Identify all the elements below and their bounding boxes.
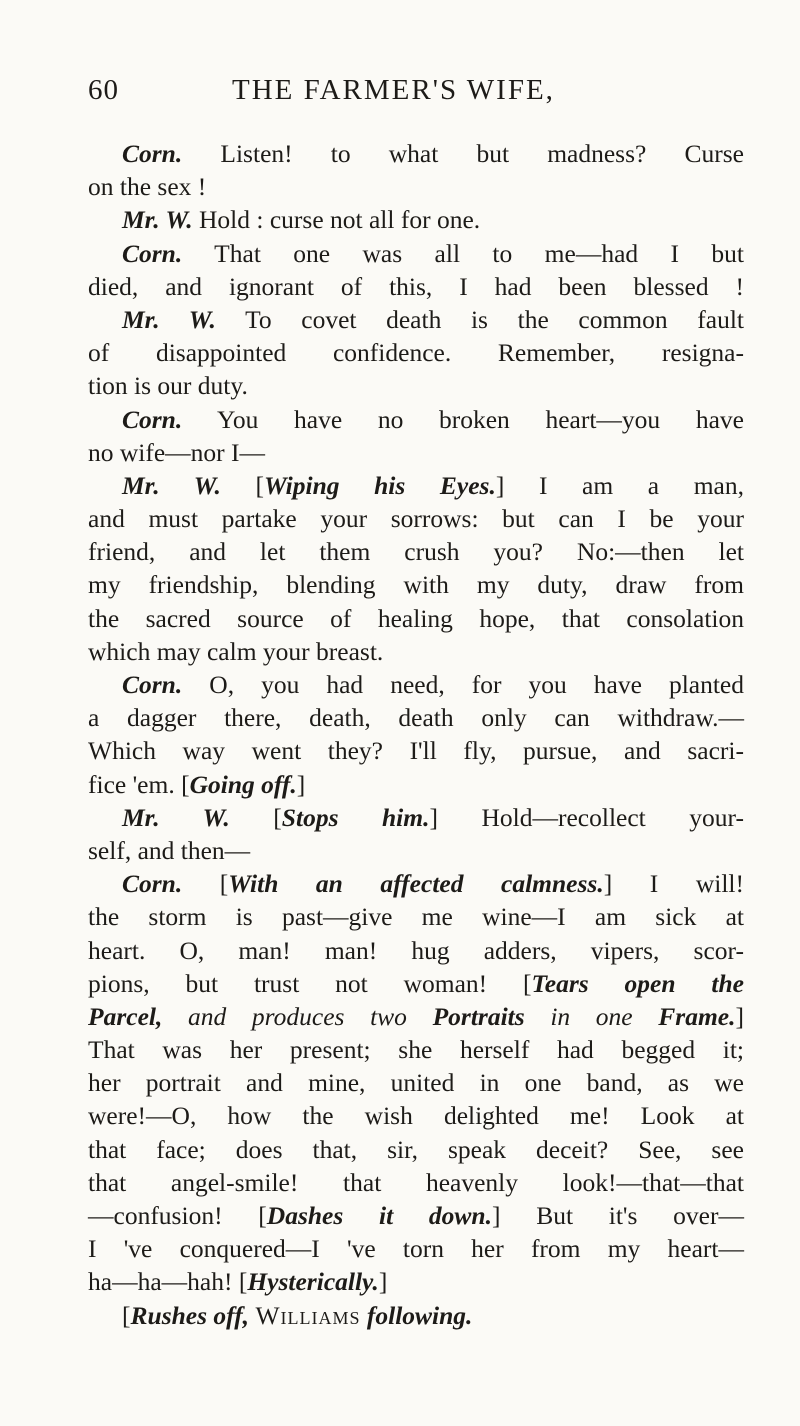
- line-text: died, and ignorant of this, I had been blessed !: [88, 271, 744, 301]
- text-line: [88, 734, 744, 767]
- speaker-name: Mr. W.: [122, 470, 221, 500]
- text-line: [88, 1299, 744, 1332]
- stage-direction: Dashes it down.: [266, 1201, 492, 1230]
- line-text: the sacred source of healing hope, that consolation: [88, 603, 744, 633]
- text-line: [88, 701, 744, 734]
- line-text: on the sex !: [88, 172, 207, 202]
- text-line: [88, 834, 744, 867]
- line-text: her portrait and mine, united in one band, as we: [88, 1068, 744, 1098]
- text-line: [88, 270, 744, 303]
- text-line: [88, 436, 744, 469]
- line-text: You have no broken heart—you have: [182, 404, 744, 434]
- text-line: [88, 568, 744, 601]
- text-line: [88, 934, 744, 967]
- line-text: pions, but trust not woman! [: [88, 968, 532, 998]
- text-line: [88, 668, 744, 701]
- line-text: [: [220, 470, 264, 500]
- stage-direction: Rushes off,: [130, 1300, 250, 1330]
- line-text: Listen! to what but madness? Curse: [182, 139, 744, 168]
- line-text: tion is our duty.: [88, 371, 248, 401]
- running-title: THE FARMER'S WIFE,: [232, 74, 555, 106]
- character-name: Williams: [255, 1300, 361, 1330]
- line-text: a dagger there, death, death only can withdraw.—: [88, 703, 744, 733]
- text-line: [88, 203, 744, 236]
- line-text: fice 'em. [: [88, 769, 190, 799]
- text-line: [88, 602, 744, 635]
- line-text: ] Hold—recollect your-: [429, 802, 744, 832]
- line-text: and must partake your sorrows: but can I be your: [88, 504, 744, 534]
- text-line: [88, 403, 744, 436]
- line-text: ] I am a man,: [495, 470, 744, 500]
- speaker-name: Mr. W.: [122, 304, 216, 334]
- speaker-name: Mr. W.: [122, 205, 193, 235]
- text-line: [88, 1133, 744, 1166]
- line-text: that angel-smile! that heavenly look!—that—that: [88, 1167, 744, 1197]
- speaker-name: Corn.: [122, 869, 183, 899]
- text-line: [88, 635, 744, 668]
- text-line: [88, 867, 744, 900]
- stage-direction: in one: [524, 1001, 659, 1031]
- line-text: ]: [735, 1001, 744, 1031]
- text-line: [88, 137, 744, 170]
- line-text: ]: [296, 769, 306, 799]
- line-text: ] I will!: [603, 869, 744, 899]
- text-line: [88, 1099, 744, 1132]
- text-line: [88, 369, 744, 402]
- line-text: I 've conquered—I 've torn her from my heart—: [88, 1234, 744, 1264]
- line-text: Hold : curse not all for one.: [192, 205, 481, 235]
- stage-direction: Portraits: [432, 1001, 525, 1031]
- line-text: O, you had need, for you have planted: [182, 670, 744, 699]
- speaker-name: Mr. W.: [122, 802, 230, 832]
- line-text: the storm is past—give me wine—I am sick at: [88, 902, 744, 932]
- text-line: [88, 1199, 744, 1232]
- line-text: ha—ha—hah! [: [88, 1267, 248, 1297]
- line-text: which may calm your breast.: [88, 636, 384, 666]
- text-line: [88, 1033, 744, 1066]
- running-head: [88, 74, 738, 114]
- text-line: [88, 170, 744, 203]
- stage-direction: Stops him.: [281, 802, 430, 832]
- text-line: [88, 1265, 744, 1298]
- text-line: [88, 469, 744, 502]
- line-text: that face; does that, sir, speak deceit? See, see: [88, 1134, 744, 1164]
- stage-direction: With an affected calmness.: [228, 869, 604, 899]
- line-text: heart. O, man! man! hug adders, vipers, scor-: [88, 935, 744, 965]
- line-text: ]: [378, 1267, 388, 1297]
- line-text: Which way went they? I'll fly, pursue, and sacri-: [88, 736, 744, 766]
- text-line: [88, 900, 744, 933]
- stage-direction: Frame.: [658, 1001, 736, 1031]
- line-text: friend, and let them crush you? No:—then let: [88, 537, 744, 567]
- stage-direction: Wiping his Eyes.: [263, 470, 496, 500]
- stage-direction: and produces two: [162, 1001, 433, 1031]
- stage-direction: Parcel,: [88, 1001, 163, 1031]
- line-text: [: [182, 869, 229, 899]
- text-line: [88, 1066, 744, 1099]
- line-text: my friendship, blending with my duty, draw from: [88, 570, 744, 600]
- line-text: self, and then—: [88, 835, 251, 865]
- stage-direction: Hysterically.: [247, 1267, 379, 1297]
- speaker-name: Corn.: [122, 238, 183, 268]
- text-line: [88, 1000, 744, 1033]
- page-number: 60: [88, 74, 119, 106]
- stage-direction: Tears open the: [531, 968, 744, 998]
- line-text: That was her present; she herself had begged it;: [88, 1035, 744, 1065]
- stage-direction: following.: [366, 1300, 473, 1330]
- line-text: were!—O, how the wish delighted me! Look at: [88, 1101, 744, 1131]
- text-line: [88, 967, 744, 1000]
- text-line: [88, 237, 744, 270]
- text-line: [88, 502, 744, 535]
- line-text: To covet death is the common fault: [215, 304, 745, 334]
- text-line: [88, 336, 744, 369]
- speaker-name: Corn.: [122, 404, 183, 434]
- line-text: [: [122, 1300, 131, 1330]
- body-text: [88, 137, 744, 1332]
- text-line: [88, 303, 744, 336]
- text-line: [88, 1166, 744, 1199]
- speaker-name: Corn.: [122, 139, 183, 168]
- line-text: —confusion! [: [88, 1201, 267, 1230]
- stage-direction: Going off.: [189, 769, 297, 799]
- text-line: [88, 1232, 744, 1265]
- text-line: [88, 535, 744, 568]
- line-text: no wife—nor I—: [88, 437, 266, 467]
- line-text: of disappointed confidence. Remember, resigna-: [88, 338, 744, 368]
- line-text: That one was all to me—had I but: [182, 238, 744, 268]
- text-line: [88, 801, 744, 834]
- line-text: ] But it's over—: [491, 1201, 744, 1230]
- speaker-name: Corn.: [122, 670, 183, 699]
- text-line: [88, 768, 744, 801]
- line-text: [: [229, 802, 282, 832]
